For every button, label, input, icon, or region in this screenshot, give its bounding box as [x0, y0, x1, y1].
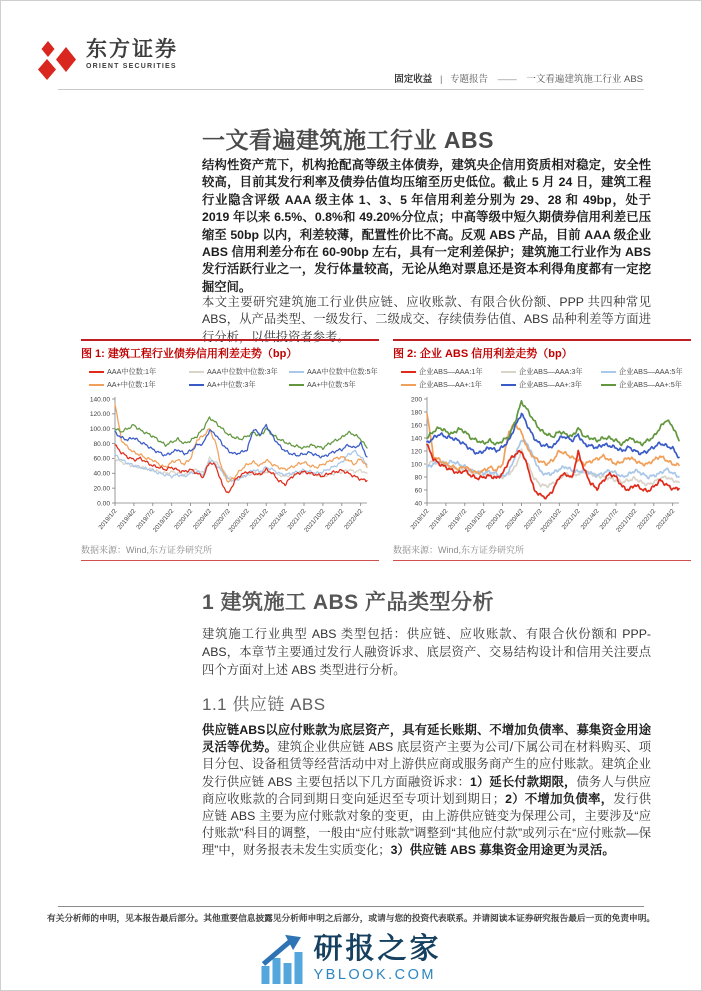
figure-1-title: 图 1: 建筑工程行业债券信用利差走势（bp）: [81, 339, 379, 362]
svg-text:2022/4/2: 2022/4/2: [343, 507, 365, 532]
legend-label: AAA中位数中位数:3年: [207, 367, 278, 376]
svg-text:2020/7/2: 2020/7/2: [522, 507, 544, 532]
legend-item: [81, 380, 179, 390]
svg-text:40.00: 40.00: [93, 470, 110, 478]
svg-text:2020/10/2: 2020/10/2: [227, 507, 251, 534]
svg-text:2021/7/2: 2021/7/2: [598, 507, 620, 532]
legend-item: [593, 380, 691, 390]
subsection-1-1-body: 供应链ABS以应付账款为底层资产，具有延长账期、不增加负债率、募集资金用途灵活等优势。建筑企业供应链 ABS 底层资产主要为公司/下属公司在材料购买、项目分包、设备租赁等经营活动中对上游供应商或服务商产生的应付账款。建筑企业发行供应链 ABS 主要包括以下几方面融资诉求：1）延长付款期限，债务人与供应商应收账款的合同到期日变向延迟至专项计划到期日；2）不增加负债率，发行供应链 ABS 主要为应付账款对象的变更，由上游供应链变为保理公司，主要涉及“应付账款”科目的调整，一般由“应付账款”调整到“其他应付款”或列示在“应付账款—保理”中，财务报表未发生实质变化；3）供应链 ABS 募集资金用途更为灵活。: [202, 723, 651, 858]
figure-2-title: 图 2: 企业 ABS 信用利差走势（bp）: [393, 339, 691, 362]
header-divider: [58, 89, 644, 90]
legend-label: 企业ABS—AAA:3年: [519, 367, 583, 376]
footer-divider: [58, 906, 644, 907]
legend-item: [593, 367, 691, 377]
legend-item: [81, 367, 179, 377]
legend-item: [493, 380, 591, 390]
brand-emblem-icon: [35, 38, 79, 84]
header-breadcrumb: [394, 71, 643, 85]
svg-text:2021/4/2: 2021/4/2: [579, 507, 601, 532]
legend-swatch: [289, 371, 304, 373]
figure-2-source: 数据来源：Wind,东方证券研究所: [393, 541, 691, 561]
breadcrumb-dash: ——: [497, 74, 517, 85]
svg-text:2020/4/2: 2020/4/2: [191, 507, 214, 532]
report-type: 专题报告: [450, 74, 489, 85]
legend-swatch: [189, 384, 204, 386]
brand-name: 东方证券: [86, 38, 178, 61]
svg-text:2019/1/2: 2019/1/2: [97, 507, 119, 532]
svg-text:2022/4/2: 2022/4/2: [655, 507, 677, 532]
legend-swatch: [289, 384, 304, 386]
report-category: 固定收益: [394, 74, 433, 85]
legend-item: [181, 367, 279, 377]
legend-label: AA+中位数:1年: [107, 380, 156, 389]
watermark-chart-icon: [260, 934, 304, 984]
svg-text:2021/10/2: 2021/10/2: [615, 507, 639, 534]
section-1-body: 建筑施工行业典型 ABS 类型包括：供应链、应收账款、有限合伙份额和 PPP-ABS，本章节主要通过发行人融资诉求、底层资产、交易结构设计和信用关注要点四个方面对上述 ABS 类型进行分析。: [202, 627, 651, 678]
figure-1-legend: [81, 362, 379, 393]
legend-swatch: [401, 384, 416, 386]
breadcrumb-separator: |: [439, 74, 443, 85]
svg-text:20.00: 20.00: [93, 485, 110, 493]
svg-text:140: 140: [410, 435, 422, 443]
legend-swatch: [601, 371, 616, 373]
legend-label: 企业ABS—AAA:1年: [419, 367, 483, 376]
svg-text:100.00: 100.00: [89, 426, 110, 434]
svg-text:2019/7/2: 2019/7/2: [135, 507, 157, 532]
svg-text:2020/1/2: 2020/1/2: [173, 507, 195, 532]
watermark: [260, 934, 441, 984]
legend-swatch: [401, 371, 416, 373]
legend-swatch: [601, 384, 616, 386]
legend-label: 企业ABS—AA+:1年: [419, 380, 482, 389]
legend-label: 企业ABS—AA+:5年: [619, 380, 682, 389]
figure-2: [393, 339, 691, 561]
svg-text:0.00: 0.00: [97, 500, 110, 508]
legend-item: [281, 367, 379, 377]
svg-text:2019/10/2: 2019/10/2: [463, 507, 488, 534]
svg-text:2019/7/2: 2019/7/2: [447, 507, 469, 532]
footer-disclaimer: 有关分析师的申明，见本报告最后部分。其他重要信息披露见分析师申明之后部分，或请与您的投资代表联系。并请阅读本证券研究报告最后一页的免责申明。: [46, 913, 656, 923]
svg-text:160: 160: [410, 422, 422, 430]
watermark-site: YBLOOK.COM: [313, 967, 436, 983]
legend-label: AAA中位数中位数:5年: [307, 367, 378, 376]
svg-text:2021/10/2: 2021/10/2: [303, 507, 327, 534]
figure-1-source: 数据来源：Wind,东方证券研究所: [81, 541, 379, 561]
legend-item: [393, 380, 491, 390]
legend-swatch: [89, 384, 104, 386]
legend-swatch: [501, 371, 516, 373]
svg-text:60: 60: [414, 487, 422, 495]
report-title-ref: 一文看遍建筑施工行业 ABS: [526, 74, 643, 85]
svg-text:2019/1/2: 2019/1/2: [409, 507, 431, 532]
legend-item: [493, 367, 591, 377]
svg-text:2020/10/2: 2020/10/2: [539, 507, 563, 534]
subsection-1-1-heading: 1.1 供应链 ABS: [202, 695, 326, 714]
section-1-heading: 1 建筑施工 ABS 产品类型分析: [202, 591, 495, 614]
legend-label: AAA中位数:1年: [107, 367, 157, 376]
svg-text:2022/1/2: 2022/1/2: [636, 507, 658, 532]
svg-text:100: 100: [410, 461, 422, 469]
paragraph-intro: 结构性资产荒下，机构抢配高等级主体债券，建筑央企信用资质相对稳定，安全性较高，目前其发行利率及债券估值均压缩至历史低位。截止 5 月 24 日，建筑工程行业隐含评级 AAA 级主体 1、3、5 年信用利差分别为 29、28 和 49bp，处于 2019 年以来 6.5%、0.8%和 49.20%分位点；中高等级中短久期债券信用利差已压缩至 50bp 以内，利差较薄，配置性价比不高。反观 ABS 产品，目前 AAA 级企业 ABS 信用利差分布在 60-90bp 左右，具有一定利差保护；建筑施工行业作为 ABS 发行活跃行业之一，发行体量较高，无论从绝对票息还是资本利得角度都有一定挖掘空间。: [202, 158, 651, 294]
svg-text:60.00: 60.00: [93, 455, 110, 463]
svg-text:200: 200: [410, 396, 422, 404]
svg-text:2022/1/2: 2022/1/2: [324, 507, 346, 532]
legend-label: AA+中位数:5年: [307, 380, 356, 389]
svg-text:140.00: 140.00: [89, 396, 110, 404]
figure-2-line-chart: [393, 393, 691, 541]
figures-row: [81, 339, 691, 561]
svg-text:2021/4/2: 2021/4/2: [267, 507, 289, 532]
legend-item: [281, 380, 379, 390]
svg-text:2020/7/2: 2020/7/2: [210, 507, 232, 532]
brand-subtitle: ORIENT SECURITIES: [86, 63, 177, 71]
figure-1-line-chart: [81, 393, 379, 541]
header-logo: [35, 38, 178, 84]
svg-text:2020/1/2: 2020/1/2: [485, 507, 507, 532]
svg-text:2019/4/2: 2019/4/2: [116, 507, 138, 532]
legend-swatch: [189, 371, 204, 373]
svg-text:2021/1/2: 2021/1/2: [560, 507, 582, 532]
svg-text:2021/1/2: 2021/1/2: [248, 507, 270, 532]
legend-item: [393, 367, 491, 377]
legend-label: 企业ABS—AA+:3年: [519, 380, 582, 389]
svg-text:2020/4/2: 2020/4/2: [503, 507, 526, 532]
legend-label: AA+中位数:3年: [207, 380, 256, 389]
svg-text:120.00: 120.00: [89, 411, 110, 419]
legend-swatch: [501, 384, 516, 386]
svg-text:80: 80: [414, 474, 422, 482]
page-title: 一文看遍建筑施工行业 ABS: [202, 127, 494, 153]
svg-text:2021/7/2: 2021/7/2: [286, 507, 308, 532]
legend-item: [181, 380, 279, 390]
svg-text:2019/10/2: 2019/10/2: [151, 507, 176, 534]
figure-1: [81, 339, 379, 561]
svg-text:2019/4/2: 2019/4/2: [428, 507, 450, 532]
watermark-name: 研报之家: [313, 933, 442, 965]
svg-text:80.00: 80.00: [93, 440, 110, 448]
svg-text:180: 180: [410, 409, 422, 417]
svg-text:40: 40: [414, 500, 422, 508]
figure-2-legend: [393, 362, 691, 393]
legend-swatch: [89, 371, 104, 373]
paragraph-overview: 本文主要研究建筑施工行业供应链、应收账款、有限合伙份额、PPP 共四种常见 ABS，从产品类型、一级发行、二级成交、存续债券估值、ABS 品种利差等方面进行分析，以供投资者参考。: [202, 295, 651, 344]
svg-text:120: 120: [410, 448, 422, 456]
legend-label: 企业ABS—AAA:5年: [619, 367, 683, 376]
